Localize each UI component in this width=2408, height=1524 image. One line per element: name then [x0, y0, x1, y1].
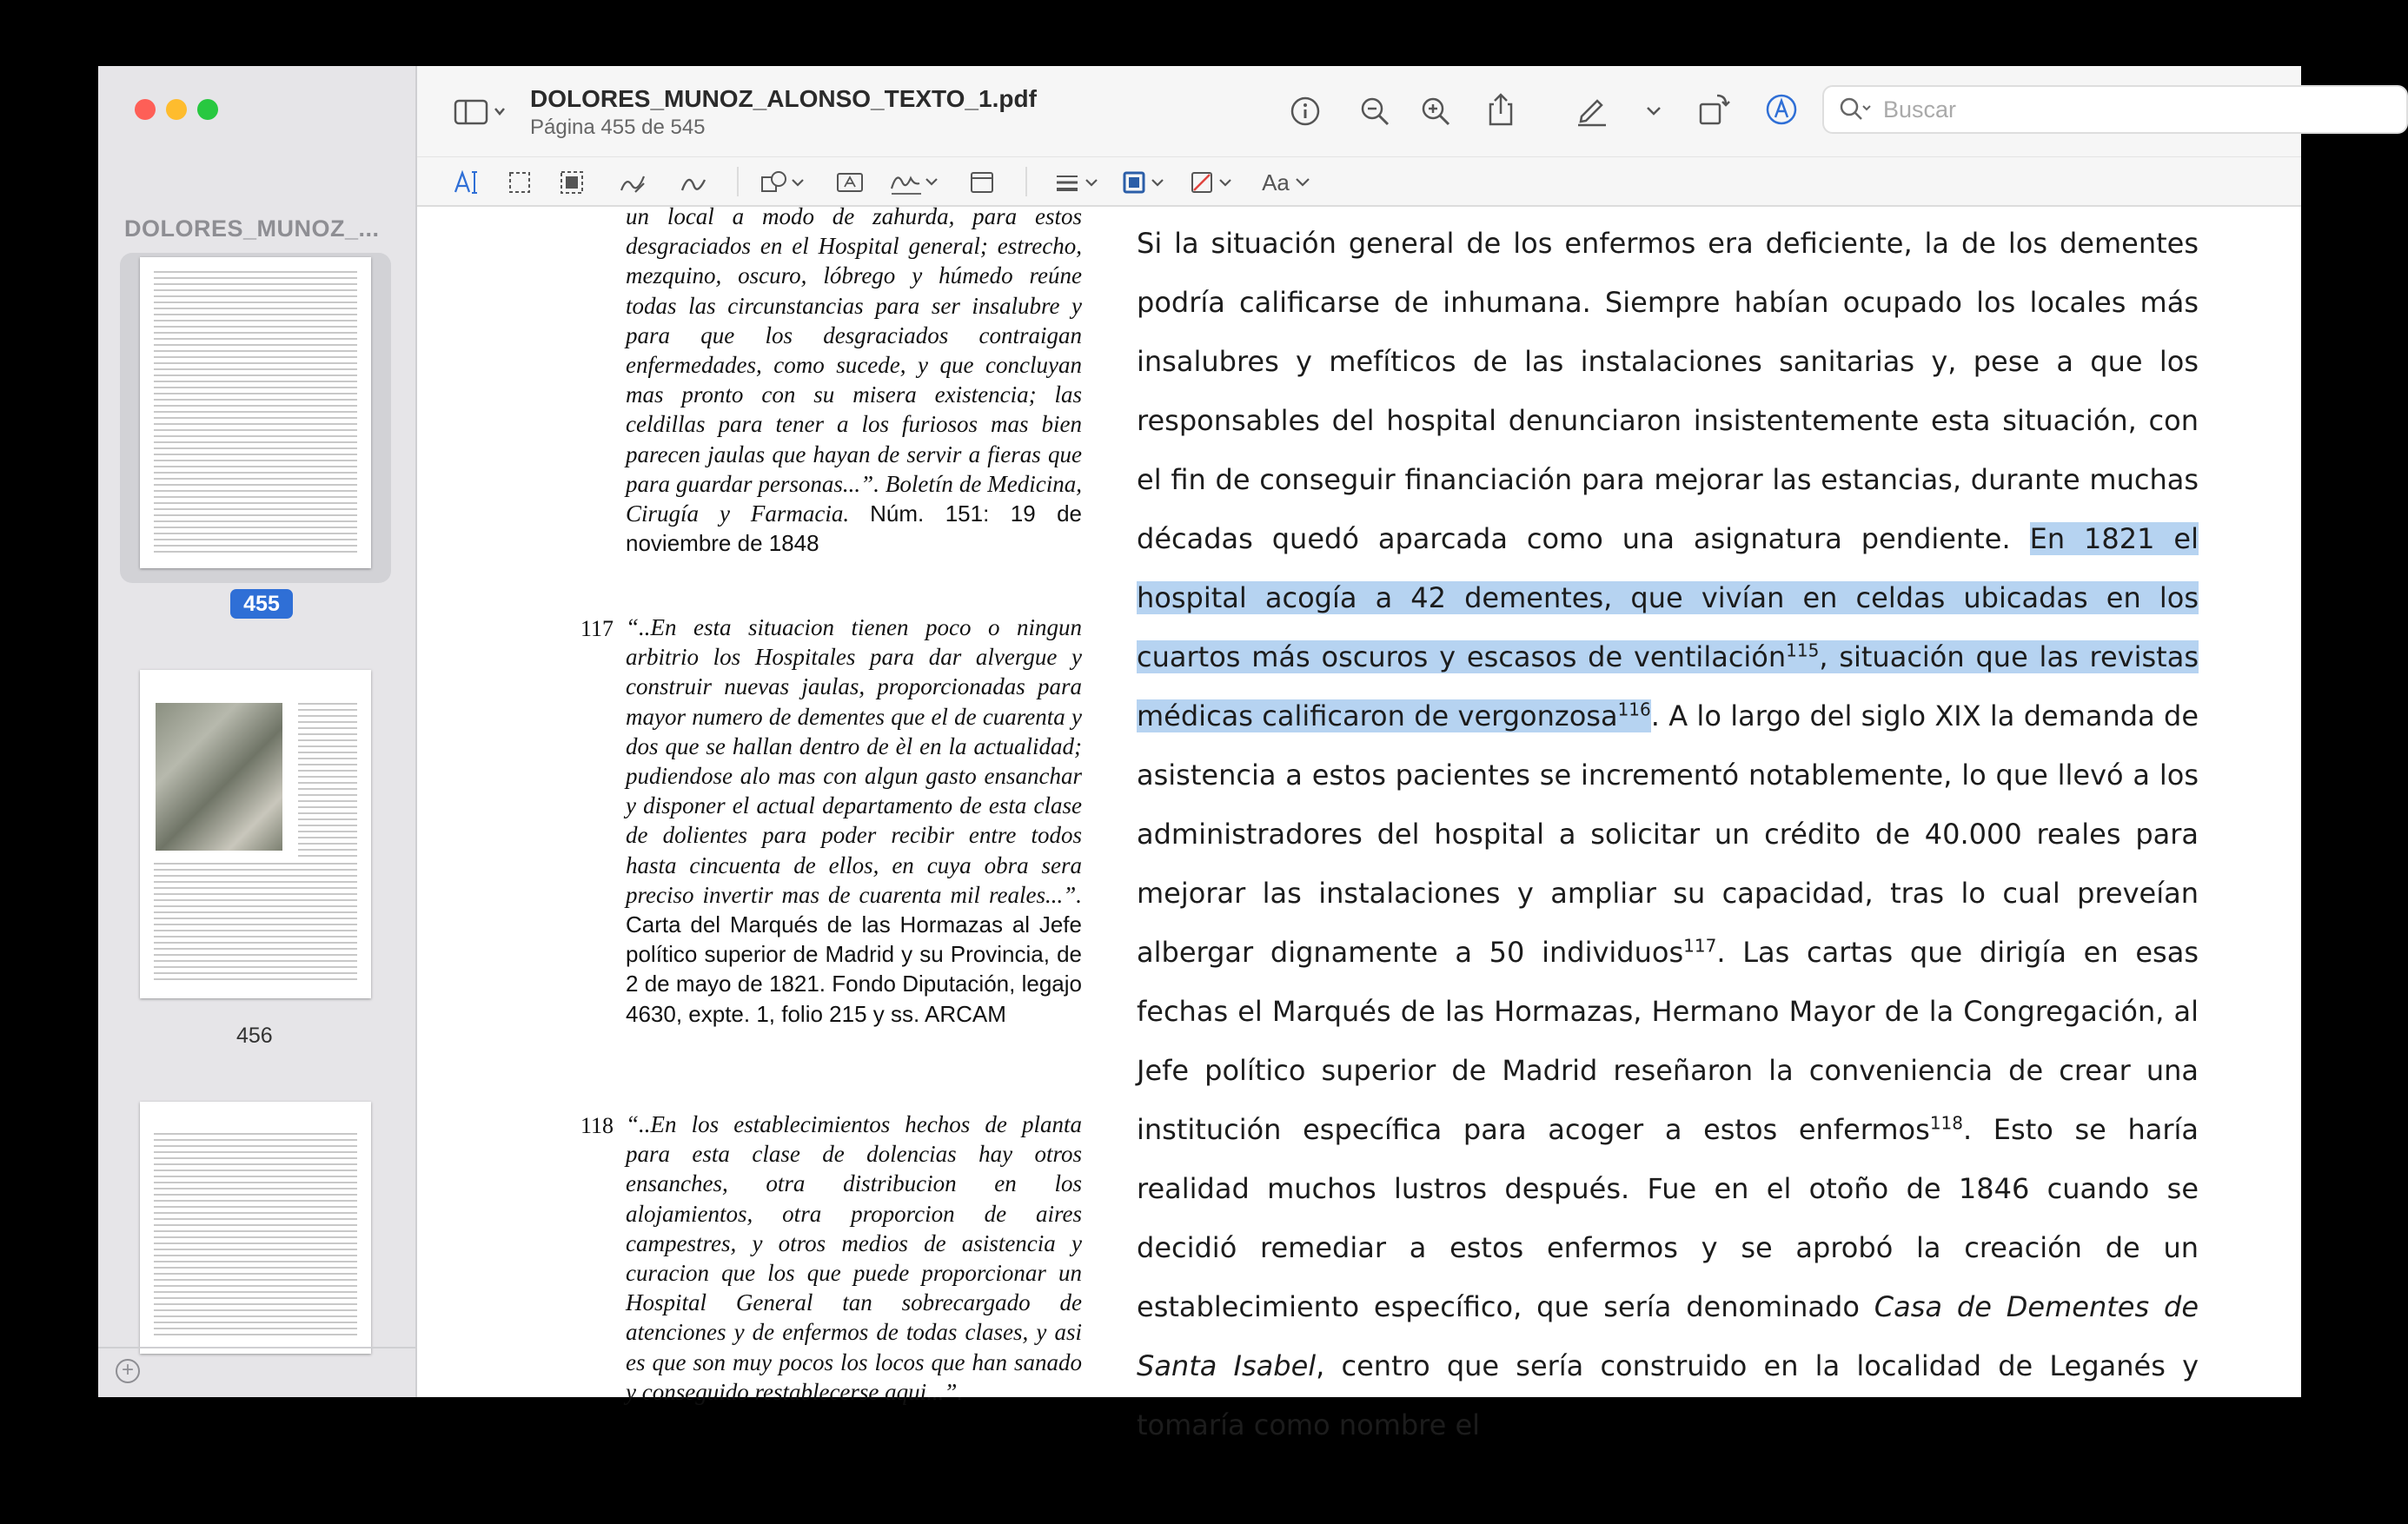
markup-icon[interactable] — [1762, 92, 1801, 127]
selected-text-part: , situación que las revistas médicas calificaron de vergonzosa — [1137, 640, 2199, 732]
add-page-icon[interactable]: + — [116, 1359, 140, 1383]
text-style-tool[interactable] — [1257, 165, 1317, 200]
footnote-116-continuation — [626, 202, 1082, 558]
share-icon[interactable] — [1482, 92, 1520, 127]
footnote-ref-117: 117 — [1683, 935, 1717, 957]
text-box-tool[interactable] — [833, 165, 867, 200]
preview-window — [98, 66, 2301, 1441]
info-icon[interactable] — [1286, 94, 1324, 129]
rotate-icon[interactable] — [1695, 92, 1733, 127]
footnote-ref-115: 115 — [1786, 639, 1820, 661]
search-icon — [1836, 92, 1874, 127]
footnote-118 — [626, 1110, 1082, 1407]
document-view[interactable] — [417, 203, 2301, 1441]
thumbnail-photo — [156, 703, 282, 851]
zoom-out-icon[interactable] — [1356, 94, 1394, 129]
sidebar-toggle-button[interactable] — [450, 95, 511, 129]
body-text-segment: . A lo largo del siglo XIX la demanda de asistencia a estos pacientes se incrementó notablemente, lo que llevó a los administradores del hospital a solicitar un crédito de 40.000 reales para mejorar las instalaciones y ampliar su capacidad, tras lo cual preveían albergar dignamente a 50 individuos — [1137, 699, 2199, 969]
draw-tool[interactable] — [676, 165, 711, 200]
text-selection-tool[interactable] — [450, 165, 485, 200]
footnote-ref-118: 118 — [1929, 1112, 1963, 1134]
body-text-segment: , centro que sería construido en la localidad de Leganés y tomaría como nombre el — [1137, 1349, 2199, 1441]
page-layout-tool[interactable] — [965, 165, 999, 200]
footnote-117-number: 117 — [580, 616, 614, 641]
highlight-pen-icon[interactable] — [1573, 92, 1611, 127]
rectangular-selection-tool[interactable] — [502, 165, 537, 200]
fill-color-tool[interactable] — [1187, 165, 1239, 200]
body-text-segment: . Esto se haría realidad muchos lustros después. Fue en el otoño de 1846 cuando se decidió remediar a estos enfermos y se aprobó la creación de un establecimiento específico, que sería denominado — [1137, 1113, 2199, 1323]
main-text-column — [1137, 214, 2199, 1454]
footnote-116-date: Núm. 151: 19 de noviembre de 1848 — [626, 500, 1083, 557]
highlight-options-chevron-icon[interactable] — [1641, 94, 1667, 129]
close-window-button[interactable] — [135, 99, 156, 120]
footnote-117-quote: “..En esta situacion tienen poco o ningun arbitrio los Hospitales para dar alvergue y construir nuevas jaulas, proporcionadas para mayor numero de dementes que el de cuarenta y dos que se hallan dentro de èl en la actualidad; pudiendose alo mas con algun gasto ensanchar y disponer el actual departamento de esta clase de dolientes para poder recibir entre todos hasta cincuenta de ellos, en cuya obra sera preciso invertir mas de cuarenta mil reales...”. — [626, 614, 1082, 908]
fullscreen-window-button[interactable] — [197, 99, 218, 120]
search-input[interactable] — [1822, 85, 2408, 134]
footnote-118-number: 118 — [580, 1113, 614, 1138]
sidebar-title: DOLORES_MUNOZ_... — [124, 215, 380, 242]
footnote-116-source: Boletín de Medicina, Cirugía y Farmacia. — [626, 470, 1082, 527]
signature-tool[interactable] — [886, 165, 944, 200]
footnote-118-quote: “..En los establecimientos hechos de planta para esta clase de dolencias hay otros ensanches, otra distribucion en los alojamientos, otra proporcion de aires campestres, y otros medios de asistencia y curacion que los que puede proporcionar un Hospital General tan sobrecargado de atenciones y de enfermos de todas clases, y asi es que son muy pocos los locos que han sanado y conseguido restablecerse aqui...”. — [626, 1111, 1082, 1405]
zoom-in-icon[interactable] — [1416, 94, 1455, 129]
thumbnail-page-456[interactable] — [140, 670, 371, 998]
thumbnail-page-455[interactable] — [140, 257, 371, 568]
thumbnail-sidebar — [98, 66, 417, 1397]
line-style-tool[interactable] — [1051, 165, 1104, 200]
minimize-window-button[interactable] — [166, 99, 187, 120]
page-indicator: Página 455 de 545 — [530, 116, 706, 139]
selected-text-part: En 1821 el hospital acogía a 42 dementes, que vivían en celdas ubicadas en los cuartos más oscuros y escasos de ventilación — [1137, 522, 2199, 673]
body-text-segment: . Las cartas que dirigía en esas fechas el Marqués de las Hormazas, Hermano Mayor de la Congregación, al Jefe político superior de Madrid reseñaron la conveniencia de crear una institución específica para acoger a estos enfermos — [1137, 936, 2199, 1146]
footnote-ref-116: 116 — [1617, 699, 1651, 720]
thumbnail-page-457[interactable] — [140, 1102, 371, 1354]
sketch-tool[interactable] — [615, 165, 650, 200]
body-text-segment: Si la situación general de los enfermos era deficiente, la de los dementes podría calificarse de inhumana. Siempre habían ocupado los locales más insalubres y mefíticos de las instalaciones sanitarias y, pese a que los responsables del hospital denunciaron insistentemente esta situación, con el fin de conseguir financiación para mejorar las estancias, durante muchas décadas quedó aparcada como una asignatura pendiente. — [1137, 227, 2199, 555]
search-placeholder: Buscar — [1883, 96, 1957, 123]
footnote-117 — [626, 613, 1082, 1029]
institution-name: Casa de Dementes de Santa Isabel — [1137, 1290, 2199, 1382]
thumbnail-page-number-selected: 455 — [230, 589, 293, 619]
sidebar-footer — [98, 1347, 415, 1397]
shapes-tool[interactable] — [758, 165, 810, 200]
border-color-tool[interactable] — [1119, 165, 1171, 200]
thumbnail-page-number: 456 — [236, 1024, 273, 1048]
toolbar — [417, 66, 2301, 207]
footnote-116-quote: un local a modo de zahurda, para estos desgraciados en el Hospital general; estrecho, mezquino, oscuro, lóbrego y húmedo reúne todas las circunstancias para ser insalubre y para que los desgraciados contraigan enfermedades, como sucede, y que concluyan mas pronto con su misera existencia; las celdillas para tener a los furiosos mas bien parecen jaulas que hayan de servir a fieras que para guardar personas...”. — [626, 203, 1082, 497]
document-title: DOLORES_MUNOZ_ALONSO_TEXTO_1.pdf — [530, 85, 1037, 112]
text-style-label: Aa — [1262, 169, 1290, 195]
footnote-117-source: Carta del Marqués de las Hormazas al Jefe político superior de Madrid y su Provincia, de 2 de mayo de 1821. Fondo Diputación, legajo 4630, expte. 1, folio 215 y ss. ARCAM — [626, 911, 1082, 1027]
redact-tool[interactable] — [554, 165, 589, 200]
